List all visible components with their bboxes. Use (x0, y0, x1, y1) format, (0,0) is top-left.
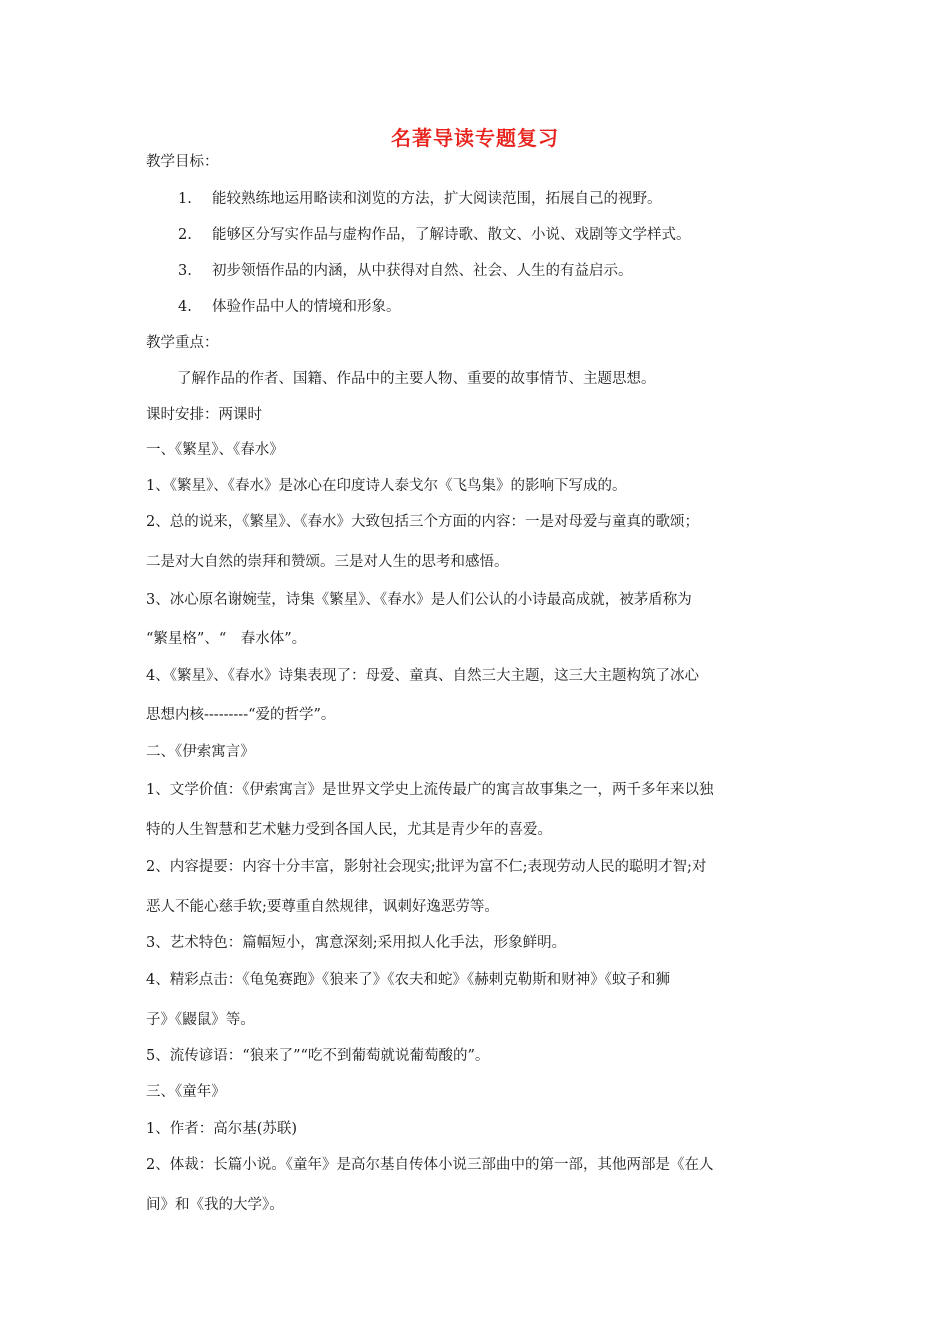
objective-number: 1. (178, 191, 192, 207)
objective-text: 能较熟练地运用略读和浏览的方法，扩大阅读范围，拓展自己的视野。 (212, 191, 662, 207)
paragraph-continuation: 子》《鼹鼠》等。 (146, 1012, 255, 1028)
paragraph: 2、体裁：长篇小说。《童年》是高尔基自传体小说三部曲中的第一部，其他两部是《在人 (146, 1157, 714, 1173)
section-heading: 三、《童年》 (146, 1084, 226, 1100)
focus-heading: 教学重点： (146, 335, 219, 351)
section-heading: 二、《伊索寓言》 (146, 744, 255, 760)
paragraph: 4、《繁星》、《春水》诗集表现了：母爱、童真、自然三大主题，这三大主题构筑了冰心 (146, 668, 699, 684)
objective-item (178, 261, 633, 281)
paragraph-continuation: 恶人不能心慈手软;要尊重自然规律，讽刺好逸恶劳等。 (146, 899, 499, 915)
paragraph-continuation: 特的人生智慧和艺术魅力受到各国人民，尤其是青少年的喜爱。 (146, 822, 552, 838)
paragraph: 1、文学价值：《伊索寓言》是世界文学史上流传最广的寓言故事集之一，两千多年来以独 (146, 782, 714, 798)
objective-number: 2. (178, 227, 192, 243)
paragraph-continuation: “繁星格”、“ 春水体”。 (146, 631, 307, 647)
paragraph: 3、艺术特色：篇幅短小，寓意深刻;采用拟人化手法，形象鲜明。 (146, 935, 567, 951)
objective-text: 体验作品中人的情境和形象。 (212, 299, 401, 315)
objective-item (178, 225, 691, 245)
paragraph: 1、作者：高尔基(苏联) (146, 1121, 298, 1137)
objective-number: 3. (178, 263, 192, 279)
section-heading: 一、《繁星》、《春水》 (146, 442, 284, 458)
paragraph: 2、内容提要：内容十分丰富，影射社会现实;批评为富不仁;表现劳动人民的聪明才智;对 (146, 859, 707, 875)
paragraph-continuation: 思想内核---------“爱的哲学”。 (146, 707, 336, 723)
objective-item (178, 297, 401, 317)
objective-text: 能够区分写实作品与虚构作品，了解诗歌、散文、小说、戏剧等文学样式。 (212, 227, 691, 243)
objective-text: 初步领悟作品的内涵，从中获得对自然、社会、人生的有益启示。 (212, 263, 633, 279)
paragraph-continuation: 间》和《我的大学》。 (146, 1197, 284, 1213)
focus-text: 了解作品的作者、国籍、作品中的主要人物、重要的故事情节、主题思想。 (177, 371, 656, 387)
schedule-text: 课时安排：两课时 (146, 407, 262, 423)
objective-number: 4. (178, 299, 192, 315)
paragraph: 1、《繁星》、《春水》是冰心在印度诗人泰戈尔《飞鸟集》的影响下写成的。 (146, 478, 627, 494)
paragraph: 2、总的说来，《繁星》、《春水》大致包括三个方面的内容：一是对母爱与童真的歌颂； (146, 514, 699, 530)
paragraph: 3、冰心原名谢婉莹，诗集《繁星》、《春水》是人们公认的小诗最高成就，被茅盾称为 (146, 592, 692, 608)
paragraph: 4、精彩点击：《龟兔赛跑》《狼来了》《农夫和蛇》《赫剌克勒斯和财神》《蚊子和狮 (146, 972, 670, 988)
document-title: 名著导读专题复习 (391, 126, 559, 150)
paragraph-continuation: 二是对大自然的崇拜和赞颂。三是对人生的思考和感悟。 (146, 554, 509, 570)
objectives-heading: 教学目标： (146, 154, 219, 170)
paragraph: 5、流传谚语：“狼来了”“吃不到葡萄就说葡萄酸的”。 (146, 1048, 490, 1064)
objective-item (178, 189, 662, 209)
